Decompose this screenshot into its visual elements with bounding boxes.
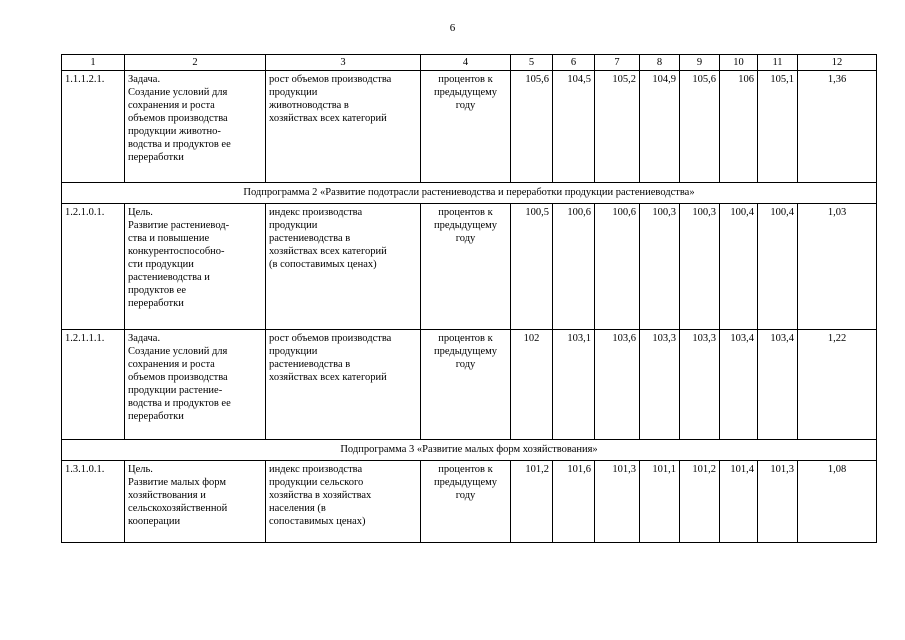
row-name: Задача. Создание условий для сохранения и роста объемов производства продукции животно- водства и продуктов ее переработки [125, 71, 266, 183]
row-value: 101,2 [511, 461, 553, 543]
subprogram-title: Подпрограмма 2 «Развитие подотрасли растениеводства и переработки продукции растениеводства» [62, 183, 877, 204]
row-indicator: индекс производства продукции сельского хозяйства в хозяйствах населения (в сопоставимых ценах) [266, 461, 421, 543]
column-header: 12 [798, 55, 877, 71]
row-value: 103,4 [758, 330, 798, 440]
row-code: 1.1.1.2.1. [62, 71, 125, 183]
column-number-row [62, 55, 877, 71]
table-row [62, 204, 877, 330]
row-value: 105,2 [595, 71, 640, 183]
row-value: 101,4 [720, 461, 758, 543]
row-code: 1.2.1.1.1. [62, 330, 125, 440]
row-value: 101,1 [640, 461, 680, 543]
row-name: Цель. Развитие малых форм хозяйствования и сельскохозяйственной кооперации [125, 461, 266, 543]
column-header: 3 [266, 55, 421, 71]
row-indicator: индекс производства продукции растениеводства в хозяйствах всех категорий (в сопоставимых ценах) [266, 204, 421, 330]
row-indicator: рост объемов производства продукции растениеводства в хозяйствах всех категорий [266, 330, 421, 440]
row-value: 100,3 [640, 204, 680, 330]
column-header: 2 [125, 55, 266, 71]
row-unit: процентов к предыдущему году [421, 330, 511, 440]
column-header: 7 [595, 55, 640, 71]
row-value: 100,6 [553, 204, 595, 330]
row-value: 103,3 [680, 330, 720, 440]
row-name: Цель. Развитие растениевод- ства и повышение конкурентоспособно- сти продукции растениеводства и продуктов ее переработки [125, 204, 266, 330]
table-row [62, 71, 877, 183]
row-value: 103,1 [553, 330, 595, 440]
row-value: 101,6 [553, 461, 595, 543]
row-value: 102 [511, 330, 553, 440]
column-header: 8 [640, 55, 680, 71]
column-header: 9 [680, 55, 720, 71]
row-value: 103,6 [595, 330, 640, 440]
row-value: 106 [720, 71, 758, 183]
row-value: 101,3 [595, 461, 640, 543]
row-total: 1,22 [798, 330, 877, 440]
row-value: 100,5 [511, 204, 553, 330]
subprogram-row [62, 440, 877, 461]
row-value: 104,9 [640, 71, 680, 183]
row-value: 104,5 [553, 71, 595, 183]
row-value: 101,2 [680, 461, 720, 543]
subprogram-title: Подпрограмма 3 «Развитие малых форм хозяйствования» [62, 440, 877, 461]
row-value: 105,6 [511, 71, 553, 183]
column-header: 5 [511, 55, 553, 71]
row-unit: процентов к предыдущему году [421, 461, 511, 543]
column-header: 10 [720, 55, 758, 71]
row-total: 1,36 [798, 71, 877, 183]
row-value: 105,6 [680, 71, 720, 183]
column-header: 4 [421, 55, 511, 71]
row-value: 105,1 [758, 71, 798, 183]
row-total: 1,03 [798, 204, 877, 330]
subprogram-row [62, 183, 877, 204]
column-header: 6 [553, 55, 595, 71]
row-value: 100,4 [758, 204, 798, 330]
row-value: 100,4 [720, 204, 758, 330]
page-number: 6 [449, 22, 456, 34]
row-indicator: рост объемов производства продукции животноводства в хозяйствах всех категорий [266, 71, 421, 183]
indicators-table [61, 54, 877, 543]
row-value: 103,4 [720, 330, 758, 440]
row-value: 100,6 [595, 204, 640, 330]
row-value: 100,3 [680, 204, 720, 330]
table-row [62, 461, 877, 543]
row-code: 1.3.1.0.1. [62, 461, 125, 543]
table-row [62, 330, 877, 440]
row-value: 101,3 [758, 461, 798, 543]
row-total: 1,08 [798, 461, 877, 543]
column-header: 1 [62, 55, 125, 71]
row-unit: процентов к предыдущему году [421, 71, 511, 183]
row-code: 1.2.1.0.1. [62, 204, 125, 330]
column-header: 11 [758, 55, 798, 71]
row-unit: процентов к предыдущему году [421, 204, 511, 330]
row-value: 103,3 [640, 330, 680, 440]
row-name: Задача. Создание условий для сохранения и роста объемов производства продукции растение- водства и продуктов ее переработки [125, 330, 266, 440]
